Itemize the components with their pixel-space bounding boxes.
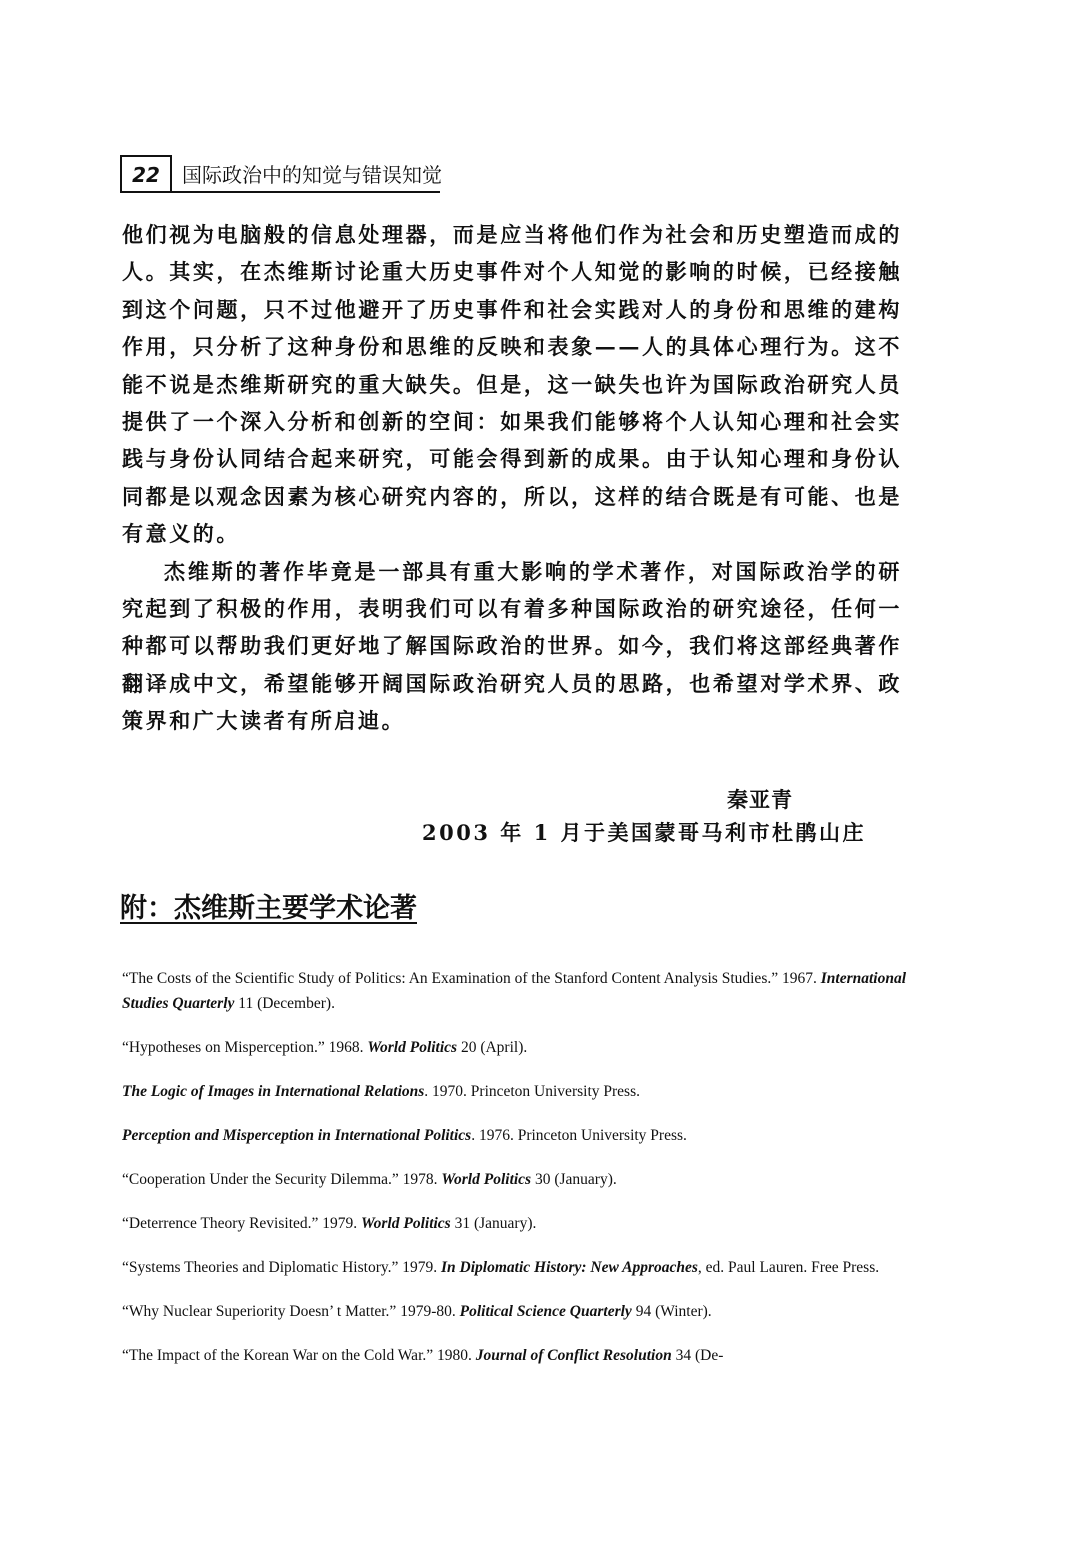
- page-number: 22: [120, 155, 172, 193]
- book-title: 国际政治中的知觉与错误知觉: [182, 163, 442, 187]
- reference-item: “Systems Theories and Diplomatic History.” 1979. In Diplomatic History: New Approaches, ed. Paul Lauren. Free Press.: [122, 1259, 880, 1276]
- running-header: [120, 155, 450, 195]
- reference-item: “The Costs of the Scientific Study of Politics: An Examination of the Stanford Content Analysis Studies.” 1967. International Studies Quarterly 11 (December).: [122, 970, 907, 1012]
- header-rule: [120, 191, 440, 193]
- reference-item: “Deterrence Theory Revisited.” 1979. World Politics 31 (January).: [122, 1215, 537, 1232]
- paragraph-continuation: 他们视为电脑般的信息处理器，而是应当将他们作为社会和历史塑造而成的人。其实，在杰维斯讨论重大历史事件对个人知觉的影响的时候，已经接触到这个问题，只不过他避开了历史事件和社会实践对人的身份和思维的建构作用，只分析了这种身份和思维的反映和表象——人的具体心理行为。这不能不说是杰维斯研究的重大缺失。但是，这一缺失也许为国际政治研究人员提供了一个深入分析和创新的空间：如果我们能够将个人认知心理和社会实践与身份认同结合起来研究，可能会得到新的成果。由于认知心理和身份认同都是以观念因素为核心研究内容的，所以，这样的结合既是有可能、也是有意义的。: [122, 222, 902, 547]
- signature-date-place: 2003 年 1 月于美国蒙哥马利市杜鹃山庄: [422, 820, 866, 845]
- paragraph-closing: 杰维斯的著作毕竟是一部具有重大影响的学术著作，对国际政治学的研究起到了积极的作用，表明我们可以有着多种国际政治的研究途径，任何一种都可以帮助我们更好地了解国际政治的世界。如今，我们将这部经典著作翻译成中文，希望能够开阔国际政治研究人员的思路，也希望对学术界、政策界和广大读者有所启迪。: [122, 558, 902, 734]
- appendix-title: 附：杰维斯主要学术论著: [120, 893, 417, 924]
- reference-list: [122, 966, 912, 1387]
- author-signature: 秦亚青: [727, 788, 793, 812]
- reference-item: The Logic of Images in International Relations. 1970. Princeton University Press.: [122, 1083, 640, 1100]
- reference-item: “Why Nuclear Superiority Doesn’ t Matter.” 1979-80. Political Science Quarterly 94 (Winter).: [122, 1303, 712, 1320]
- reference-item: “Cooperation Under the Security Dilemma.” 1978. World Politics 30 (January).: [122, 1171, 617, 1188]
- body-text: [122, 216, 902, 740]
- reference-item: “The Impact of the Korean War on the Cold War.” 1980. Journal of Conflict Resolution 34 (De-: [122, 1347, 724, 1364]
- reference-item: Perception and Misperception in International Politics. 1976. Princeton University Press.: [122, 1127, 687, 1144]
- reference-item: “Hypotheses on Misperception.” 1968. World Politics 20 (April).: [122, 1039, 528, 1056]
